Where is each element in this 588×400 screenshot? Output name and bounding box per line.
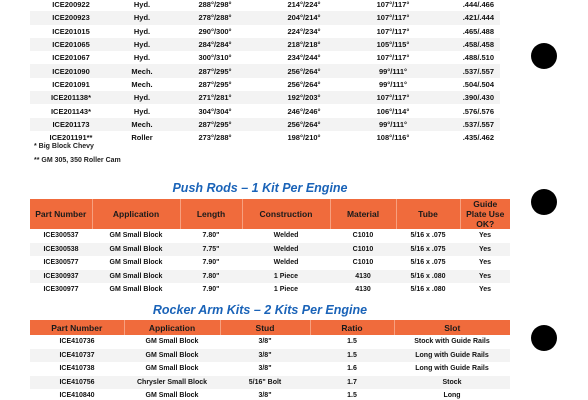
push-rods-row bbox=[30, 270, 510, 284]
cam-part-number-cell: ICE201138* bbox=[30, 91, 112, 104]
cam-duration-cell: 278°/288° bbox=[172, 11, 258, 24]
rocker-arms-cell: 3/8" bbox=[258, 365, 272, 373]
cam-type-cell: Mech. bbox=[131, 79, 153, 89]
cam-lobe-center-cell: 105°/115° bbox=[350, 38, 436, 51]
binder-hole-middle bbox=[531, 189, 557, 215]
push-rods-body bbox=[30, 229, 510, 297]
cam-lift-cell: .444/.466 bbox=[462, 0, 494, 10]
cam-row bbox=[30, 78, 500, 91]
rocker-arms-row bbox=[30, 376, 510, 390]
push-rods-row bbox=[30, 283, 510, 297]
push-rods-cell: C1010 bbox=[352, 232, 374, 240]
rocker-arms-cell: Stock with Guide Rails bbox=[414, 338, 490, 346]
rocker-arms-cell: 3/8" bbox=[258, 338, 272, 346]
cam-lobe-center-cell: 99°/111° bbox=[378, 79, 408, 89]
cam-type-cell: Hyd. bbox=[133, 106, 151, 116]
cam-type-cell: Roller bbox=[131, 133, 153, 143]
push-rods-table bbox=[30, 199, 510, 297]
push-rods-cell: Yes bbox=[478, 259, 492, 267]
rocker-arms-cell: 1.5 bbox=[347, 338, 357, 346]
cam-row bbox=[30, 118, 500, 131]
cam-lobe-center-cell: 107°/117° bbox=[376, 0, 410, 10]
cam-row bbox=[30, 131, 500, 144]
cam-lobe-center-cell: 107°/117° bbox=[376, 53, 410, 63]
cam-row bbox=[30, 0, 500, 11]
cam-type-cell: Hyd. bbox=[112, 11, 172, 24]
cam-lobe-center-cell: 99°/111° bbox=[350, 64, 436, 77]
push-rods-cell: GM Small Block bbox=[109, 286, 163, 294]
cam-lift-cell: .576/.576 bbox=[462, 106, 494, 116]
push-rods-cell: Yes bbox=[478, 286, 492, 294]
rocker-arms-header-row bbox=[30, 320, 510, 335]
cam-duration-cell: 304°/304° bbox=[198, 106, 232, 116]
cam-part-number-cell: ICE201191** bbox=[49, 133, 93, 143]
push-rods-cell: C1010 bbox=[352, 259, 374, 267]
cam-duration-cell: 284°/284° bbox=[172, 38, 258, 51]
rocker-arms-cell: 1.5 bbox=[347, 392, 357, 400]
cam-duration-050-cell: 218°/218° bbox=[258, 38, 350, 51]
push-rods-cell: ICE300577 bbox=[43, 259, 79, 267]
cam-lobe-center-cell: 107°/117° bbox=[350, 91, 436, 104]
cam-lobe-center-cell: 99°/111° bbox=[350, 118, 436, 131]
push-rods-cell: 1 Piece bbox=[242, 270, 330, 284]
cam-lobe-center-cell: 106°/114° bbox=[376, 106, 410, 116]
cam-duration-cell: 287°/295° bbox=[172, 64, 258, 77]
rocker-arms-cell: ICE410738 bbox=[59, 365, 95, 373]
push-rods-cell: ICE300937 bbox=[30, 270, 92, 284]
push-rods-cell: 5/16 x .075 bbox=[410, 232, 446, 240]
cam-lobe-center-cell: 107°/117° bbox=[350, 11, 436, 24]
footnote-roller-cam: ** GM 305, 350 Roller Cam bbox=[34, 157, 121, 164]
rocker-arms-row bbox=[30, 349, 510, 363]
push-rods-row bbox=[30, 256, 510, 270]
cam-lift-cell: .435/.462 bbox=[462, 133, 494, 143]
cam-row bbox=[30, 38, 500, 51]
push-rods-cell: 4130 bbox=[355, 286, 371, 294]
cam-lobe-center-cell: 108°/116° bbox=[376, 133, 410, 143]
rocker-arms-header-cell: Stud bbox=[220, 320, 310, 335]
cam-duration-050-cell: 246°/246° bbox=[287, 106, 321, 116]
rocker-arms-cell: 1.6 bbox=[347, 365, 357, 373]
rocker-arms-cell: Long bbox=[443, 392, 461, 400]
push-rods-cell: Welded bbox=[242, 243, 330, 257]
cam-part-number-cell: ICE201091 bbox=[52, 79, 90, 89]
rocker-arms-cell: GM Small Block bbox=[145, 338, 199, 346]
cam-duration-050-cell: 214°/224° bbox=[287, 0, 321, 10]
rocker-arms-cell: ICE410736 bbox=[59, 338, 95, 346]
rocker-arms-cell: Long with Guide Rails bbox=[415, 365, 489, 373]
rocker-arms-row bbox=[30, 362, 510, 376]
push-rods-cell: Welded bbox=[273, 259, 299, 267]
cam-row bbox=[30, 104, 500, 117]
cam-row bbox=[30, 64, 500, 77]
cam-part-number-cell: ICE201173 bbox=[30, 118, 112, 131]
cam-lift-cell: .458/.458 bbox=[436, 38, 500, 51]
push-rods-cell: GM Small Block bbox=[109, 259, 163, 267]
push-rods-header-cell: Part Number bbox=[30, 199, 92, 229]
push-rods-cell: 7.90" bbox=[202, 286, 220, 294]
cam-duration-cell: 271°/281° bbox=[172, 91, 258, 104]
rocker-arms-cell: Chrysler Small Block bbox=[124, 376, 220, 390]
cam-type-cell: Hyd. bbox=[133, 26, 151, 36]
cam-part-number-cell: ICE200922 bbox=[52, 0, 90, 10]
push-rods-cell: Yes bbox=[460, 243, 510, 257]
push-rods-cell: Yes bbox=[478, 232, 492, 240]
push-rods-cell: ICE300537 bbox=[43, 232, 79, 240]
rocker-arms-cell: ICE410840 bbox=[59, 392, 95, 400]
push-rods-cell: Yes bbox=[460, 270, 510, 284]
push-rods-cell: 5/16 x .075 bbox=[410, 259, 446, 267]
cam-lift-cell: .421/.444 bbox=[436, 11, 500, 24]
push-rods-cell: GM Small Block bbox=[109, 232, 163, 240]
cam-type-cell: Mech. bbox=[112, 118, 172, 131]
cam-part-number-cell: ICE200923 bbox=[30, 11, 112, 24]
cam-duration-cell: 273°/288° bbox=[198, 133, 232, 143]
cam-spec-table bbox=[30, 0, 500, 144]
push-rods-cell: C1010 bbox=[330, 243, 396, 257]
rocker-arms-body bbox=[30, 335, 510, 400]
cam-row bbox=[30, 11, 500, 24]
cam-type-cell: Hyd. bbox=[133, 0, 151, 10]
push-rods-cell: ICE300538 bbox=[30, 243, 92, 257]
rocker-arms-row bbox=[30, 335, 510, 349]
cam-part-number-cell: ICE201143* bbox=[50, 106, 92, 116]
cam-lobe-center-cell: 107°/117° bbox=[376, 26, 410, 36]
rocker-arms-cell: Stock bbox=[394, 376, 510, 390]
cam-duration-050-cell: 204°/214° bbox=[258, 11, 350, 24]
push-rods-cell: 7.75" bbox=[180, 243, 242, 257]
rocker-arms-cell: ICE410737 bbox=[30, 349, 124, 363]
push-rods-row bbox=[30, 229, 510, 243]
push-rods-cell: 4130 bbox=[330, 270, 396, 284]
push-rods-header-cell: Guide Plate Use OK? bbox=[460, 199, 510, 229]
cam-row bbox=[30, 25, 500, 38]
push-rods-row bbox=[30, 243, 510, 257]
cam-duration-050-cell: 234°/244° bbox=[287, 53, 321, 63]
cam-type-cell: Mech. bbox=[112, 64, 172, 77]
push-rods-header-row bbox=[30, 199, 510, 229]
push-rods-cell: GM Small Block bbox=[92, 243, 180, 257]
footnote-big-block: * Big Block Chevy bbox=[34, 143, 94, 150]
cam-duration-cell: 300°/310° bbox=[198, 53, 232, 63]
rocker-arms-cell: ICE410756 bbox=[30, 376, 124, 390]
push-rods-cell: 5/16 x .080 bbox=[410, 286, 446, 294]
rocker-arms-table bbox=[30, 320, 510, 400]
cam-lift-cell: .465/.488 bbox=[462, 26, 494, 36]
rocker-arms-cell: 5/16" Bolt bbox=[220, 376, 310, 390]
push-rods-title: Push Rods – 1 Kit Per Engine bbox=[172, 181, 348, 195]
cam-part-number-cell: ICE201067 bbox=[52, 53, 90, 63]
cam-duration-cell: 290°/300° bbox=[198, 26, 232, 36]
rocker-arms-cell: 1.7 bbox=[310, 376, 394, 390]
push-rods-cell: 7.80" bbox=[180, 270, 242, 284]
cam-duration-050-cell: 192°/203° bbox=[258, 91, 350, 104]
cam-duration-050-cell: 224°/234° bbox=[287, 26, 321, 36]
push-rods-cell: 5/16 x .075 bbox=[396, 243, 460, 257]
push-rods-cell: 7.90" bbox=[202, 259, 220, 267]
rocker-arms-cell: GM Small Block bbox=[145, 365, 199, 373]
cam-lift-cell: .537/.557 bbox=[436, 118, 500, 131]
rocker-arms-header-cell: Part Number bbox=[30, 320, 124, 335]
cam-duration-cell: 287°/295° bbox=[198, 79, 232, 89]
rocker-arms-header-cell: Slot bbox=[394, 320, 510, 335]
push-rods-cell: Welded bbox=[273, 232, 299, 240]
cam-duration-050-cell: 256°/264° bbox=[258, 118, 350, 131]
cam-part-number-cell: ICE201065 bbox=[30, 38, 112, 51]
push-rods-header-cell: Tube bbox=[396, 199, 460, 229]
push-rods-header-cell: Length bbox=[180, 199, 242, 229]
rocker-arms-header-cell: Application bbox=[124, 320, 220, 335]
cam-duration-050-cell: 256°/264° bbox=[287, 79, 321, 89]
cam-lift-cell: .390/.430 bbox=[436, 91, 500, 104]
cam-lift-cell: .537/.557 bbox=[436, 64, 500, 77]
cam-type-cell: Hyd. bbox=[112, 38, 172, 51]
cam-duration-050-cell: 256°/264° bbox=[258, 64, 350, 77]
cam-part-number-cell: ICE201015 bbox=[52, 26, 90, 36]
rocker-arms-cell: Long with Guide Rails bbox=[394, 349, 510, 363]
rocker-arms-cell: 3/8" bbox=[220, 349, 310, 363]
rocker-arms-header-cell: Ratio bbox=[310, 320, 394, 335]
push-rods-cell: ICE300977 bbox=[43, 286, 79, 294]
binder-hole-bottom bbox=[531, 325, 557, 351]
cam-lift-cell: .488/.510 bbox=[462, 53, 494, 63]
push-rods-header-cell: Construction bbox=[242, 199, 330, 229]
rocker-arms-cell: 3/8" bbox=[258, 392, 272, 400]
push-rods-cell: 5/16 x .080 bbox=[396, 270, 460, 284]
cam-duration-cell: 287°/295° bbox=[172, 118, 258, 131]
rocker-arms-cell: GM Small Block bbox=[124, 349, 220, 363]
cam-row bbox=[30, 91, 500, 104]
cam-spec-body bbox=[30, 0, 500, 144]
cam-type-cell: Hyd. bbox=[112, 91, 172, 104]
rocker-arms-cell: 1.5 bbox=[310, 349, 394, 363]
push-rods-cell: GM Small Block bbox=[92, 270, 180, 284]
binder-hole-top bbox=[531, 43, 557, 69]
push-rods-header-cell: Application bbox=[92, 199, 180, 229]
push-rods-header-cell: Material bbox=[330, 199, 396, 229]
cam-part-number-cell: ICE201090 bbox=[30, 64, 112, 77]
push-rods-cell: 1 Piece bbox=[273, 286, 299, 294]
rocker-arms-cell: GM Small Block bbox=[145, 392, 199, 400]
rocker-arms-row bbox=[30, 389, 510, 400]
cam-lift-cell: .504/.504 bbox=[462, 79, 494, 89]
push-rods-cell: 7.80" bbox=[202, 232, 220, 240]
rocker-arms-title: Rocker Arm Kits – 2 Kits Per Engine bbox=[152, 303, 368, 317]
cam-row bbox=[30, 51, 500, 64]
cam-duration-050-cell: 198°/210° bbox=[287, 133, 321, 143]
cam-type-cell: Hyd. bbox=[133, 53, 151, 63]
cam-duration-cell: 288°/298° bbox=[198, 0, 232, 10]
